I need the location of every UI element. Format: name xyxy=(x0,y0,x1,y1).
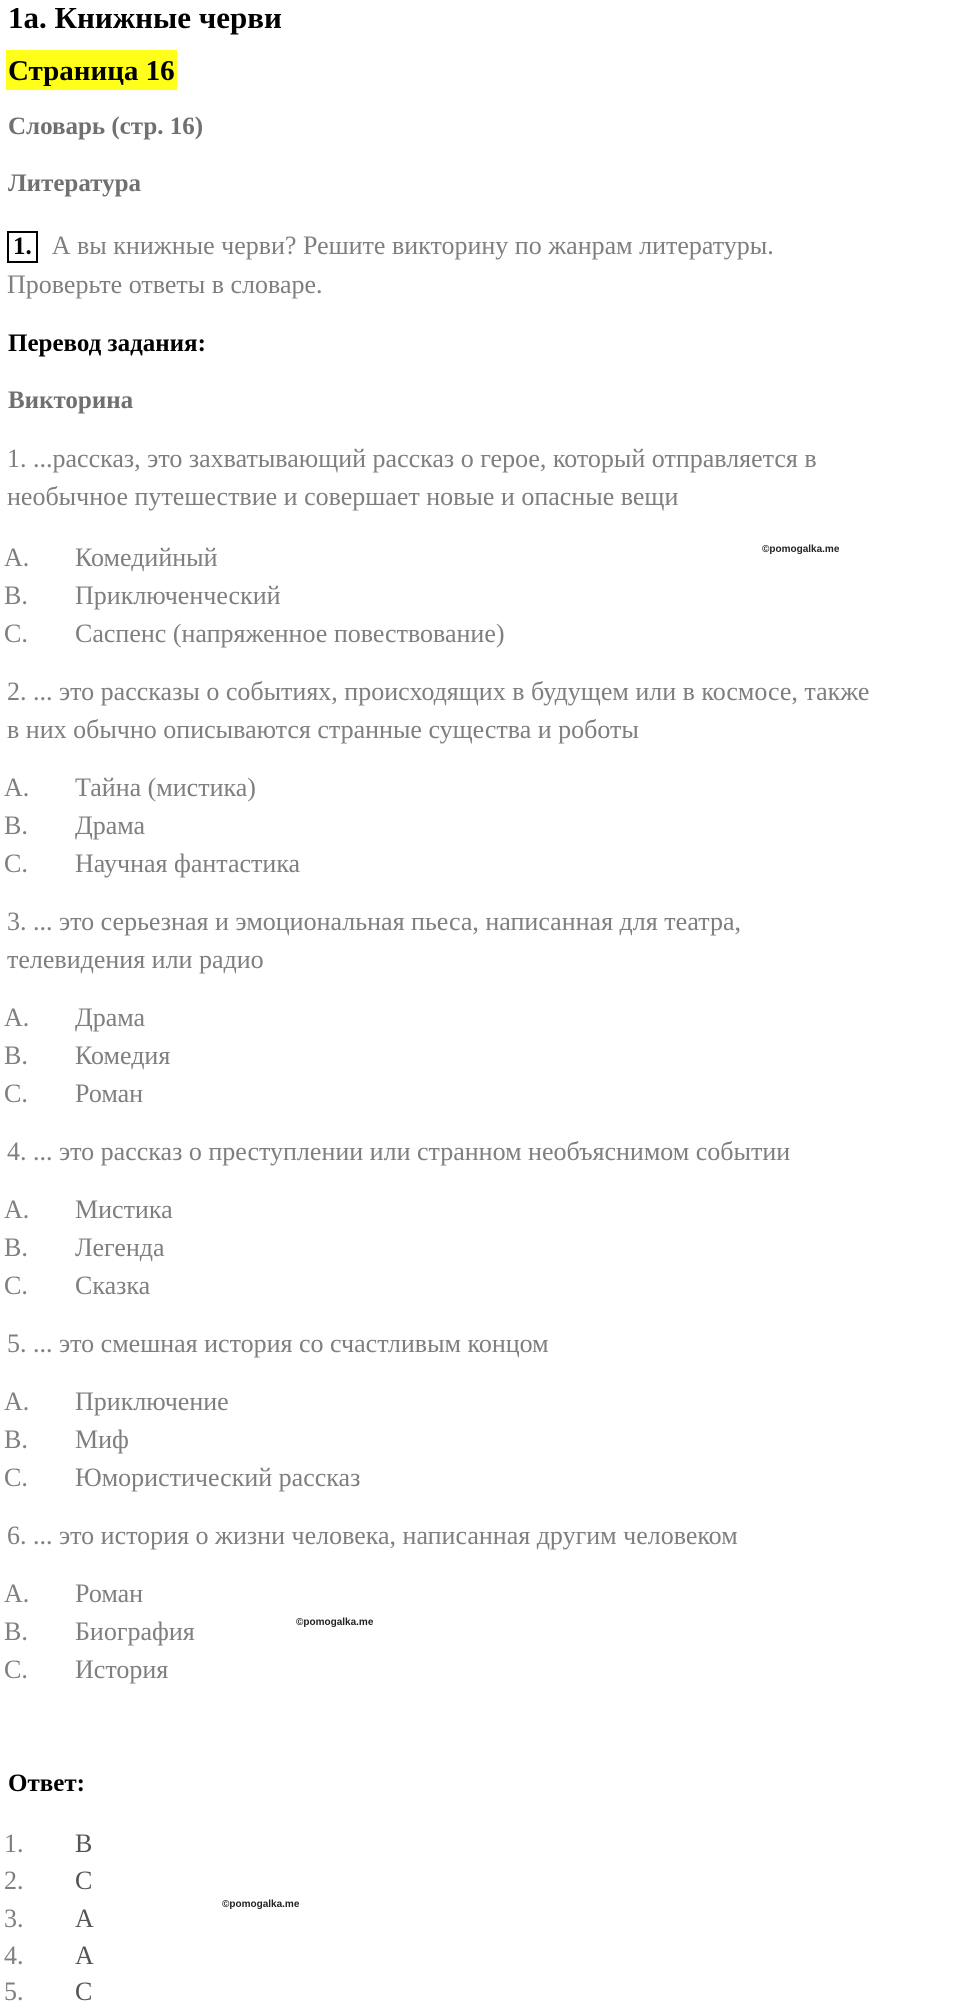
answer-row-2: 2. C xyxy=(4,1866,93,1895)
watermark: ©pomogalka.me xyxy=(222,1899,300,1910)
task-line-2: Проверьте ответы в словаре. xyxy=(7,270,323,299)
question-1-option-c: C. Саспенс (напряженное повествование) xyxy=(4,619,505,648)
question-5-option-c: C. Юмористический рассказ xyxy=(4,1463,361,1492)
vocab-reference: Словарь (стр. 16) xyxy=(8,113,204,140)
question-1-line-1: 1. ...рассказ, это захватывающий рассказ о герое, который отправляется в xyxy=(7,444,817,473)
question-2-line-1: 2. ... это рассказы о событиях, происходящих в будущем или в космосе, также xyxy=(7,677,870,706)
page-title: 1a. Книжные черви xyxy=(8,0,282,35)
question-6-option-b: B. Биография xyxy=(4,1617,195,1646)
answer-row-3: 3. A xyxy=(4,1904,94,1933)
question-4-option-a: A. Мистика xyxy=(4,1195,173,1224)
task-line-1: А вы книжные черви? Решите викторину по жанрам литературы. xyxy=(51,231,774,260)
answer-row-5: 5. C xyxy=(4,1977,93,2006)
question-5-option-b: B. Миф xyxy=(4,1425,129,1454)
answer-heading: Ответ: xyxy=(8,1770,85,1797)
question-1-line-2: необычное путешествие и совершает новые и опасные вещи xyxy=(7,482,679,511)
section-heading: Литература xyxy=(8,170,142,197)
question-6-option-c: C. История xyxy=(4,1655,169,1684)
question-6-option-a: A. Роман xyxy=(4,1579,144,1608)
task-text xyxy=(7,227,957,265)
question-3-line-1: 3. ... это серьезная и эмоциональная пьеса, написанная для театра, xyxy=(7,907,742,936)
question-3-line-2: телевидения или радио xyxy=(7,945,264,974)
question-6-line-1: 6. ... это история о жизни человека, написанная другим человеком xyxy=(7,1521,738,1550)
question-5-option-a: A. Приключение xyxy=(4,1387,229,1416)
question-1-option-a: A. Комедийный xyxy=(4,543,218,572)
question-2-option-b: B. Драма xyxy=(4,811,146,840)
question-4-line-1: 4. ... это рассказ о преступлении или странном необъяснимом событии xyxy=(7,1137,791,1166)
question-3-option-b: B. Комедия xyxy=(4,1041,171,1070)
question-3-option-c: C. Роман xyxy=(4,1079,144,1108)
answer-row-1: 1. B xyxy=(4,1829,93,1858)
answer-row-4: 4. A xyxy=(4,1941,94,1970)
watermark: ©pomogalka.me xyxy=(762,544,840,555)
translation-heading: Перевод задания: xyxy=(8,330,206,357)
task-number: 1. xyxy=(7,231,38,263)
watermark: ©pomogalka.me xyxy=(296,1617,374,1628)
question-2-option-a: A. Тайна (мистика) xyxy=(4,773,256,802)
question-2-line-2: в них обычно описываются странные существа и роботы xyxy=(7,715,639,744)
question-1-option-b: B. Приключенческий xyxy=(4,581,281,610)
question-4-option-c: C. Сказка xyxy=(4,1271,151,1300)
question-2-option-c: C. Научная фантастика xyxy=(4,849,301,878)
question-4-option-b: B. Легенда xyxy=(4,1233,165,1262)
question-3-option-a: A. Драма xyxy=(4,1003,146,1032)
quiz-heading: Викторина xyxy=(8,387,134,414)
page-label: Страница 16 xyxy=(6,50,177,90)
question-5-line-1: 5. ... это смешная история со счастливым концом xyxy=(7,1329,549,1358)
